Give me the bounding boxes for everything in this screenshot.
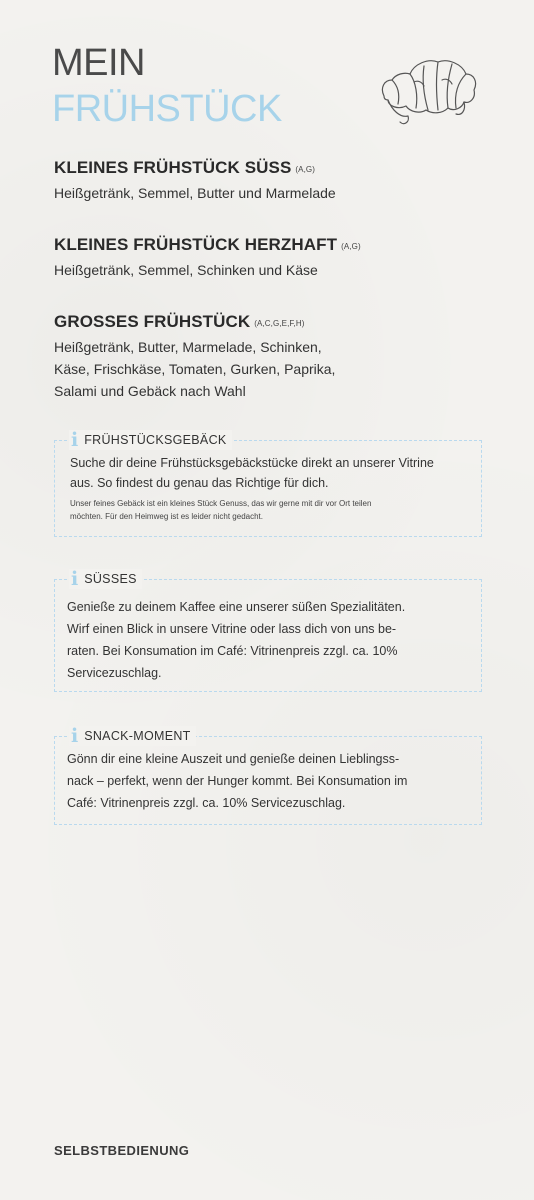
menu-item-kleines-fruehstueck-herzhaft — [54, 234, 494, 281]
info-box-text-line: Wirf einen Blick in unsere Vitrine oder lass dich von uns be- — [67, 622, 397, 636]
info-box-text-line: aus. So findest du genau das Richtige für dich. — [70, 476, 329, 490]
menu-item-description: Heißgetränk, Butter, Marmelade, Schinken, Käse, Frischkäse, Tomaten, Gurken, Paprika, Salami und Gebäck nach Wahl — [54, 339, 336, 399]
info-box-text-line: Café: Vitrinenpreis zzgl. ca. 10% Servicezuschlag. — [67, 796, 346, 810]
info-box-text-line: Gönn dir eine kleine Auszeit und genieße deinen Lieblingss- — [67, 752, 400, 766]
footer-label: SELBSTBEDIENUNG — [54, 1143, 190, 1158]
info-box-snack-moment — [54, 725, 482, 825]
info-box-label: FRÜHSTÜCKSGEBÄCK — [84, 433, 227, 447]
allergen-codes: (A,G) — [295, 165, 315, 174]
menu-item-description: Heißgetränk, Semmel, Butter und Marmelade — [54, 185, 336, 201]
info-box-header — [69, 726, 196, 746]
menu-item-title: GROSSES FRÜHSTÜCK (A,C,G,E,F,H) — [54, 312, 305, 331]
allergen-codes: (A,G) — [341, 242, 361, 251]
menu-item-title: KLEINES FRÜHSTÜCK HERZHAFT (A,G) — [54, 235, 361, 254]
page-title-line1: MEIN — [52, 42, 145, 84]
info-icon: i — [71, 568, 79, 590]
info-icon: i — [71, 725, 79, 747]
info-box-suesses — [54, 568, 482, 692]
info-box-header — [69, 569, 142, 589]
info-box-text-line: raten. Bei Konsumation im Café: Vitrinenpreis zzgl. ca. 10% — [67, 644, 398, 658]
info-box-label: SÜSSES — [84, 572, 137, 586]
info-box-text-line: Servicezuschlag. — [67, 666, 162, 680]
menu-item-kleines-fruehstueck-suess — [54, 157, 494, 204]
menu-item-grosses-fruehstueck — [54, 311, 494, 402]
info-box-header — [69, 430, 232, 450]
info-box-note: Unser feines Gebäck ist ein kleines Stück Genuss, das wir gerne mit dir vor Ort teilen möchten. Für den Heimweg ist es leider nicht gedacht. — [70, 499, 372, 521]
info-box-text-line: nack – perfekt, wenn der Hunger kommt. Bei Konsumation im — [67, 774, 408, 788]
info-box-fruehstuecksgebaeck — [54, 429, 482, 537]
croissant-icon — [378, 52, 480, 128]
info-box-text-line: Suche dir deine Frühstücksgebäckstücke direkt an unserer Vitrine — [70, 456, 434, 470]
menu-item-title: KLEINES FRÜHSTÜCK SÜSS (A,G) — [54, 158, 315, 177]
page-title-line2: FRÜHSTÜCK — [52, 88, 282, 130]
info-icon: i — [71, 429, 79, 451]
info-box-label: SNACK-MOMENT — [84, 729, 191, 743]
menu-item-description: Heißgetränk, Semmel, Schinken und Käse — [54, 262, 318, 278]
info-box-text-line: Genieße zu deinem Kaffee eine unserer süßen Spezialitäten. — [67, 600, 406, 614]
allergen-codes: (A,C,G,E,F,H) — [254, 319, 305, 328]
